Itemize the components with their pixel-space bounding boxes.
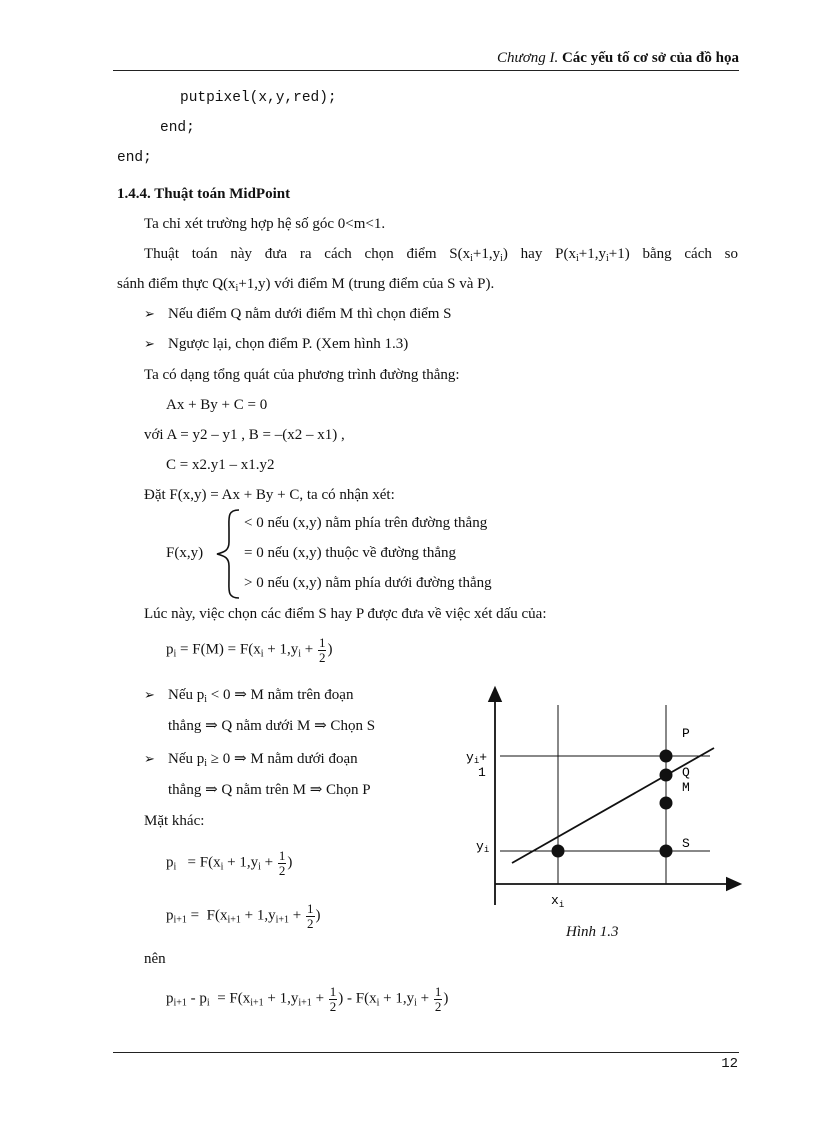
point-left bbox=[552, 845, 565, 858]
figure-1-3 bbox=[460, 685, 745, 925]
arrow-bullet-icon: ➢ bbox=[144, 337, 155, 352]
para-1: Ta chỉ xét trường hợp hệ số góc 0<m<1. bbox=[144, 216, 386, 232]
condition-2-cont: thẳng ⇒ Q nằm trên M ⇒ Chọn P bbox=[168, 782, 371, 798]
para-4: Ta có dạng tổng quát của phương trình đường thẳng: bbox=[144, 367, 460, 383]
header-title: Các yếu tố cơ sở của đồ họa bbox=[561, 50, 739, 66]
label-Q: Q bbox=[682, 765, 690, 780]
page-number: 12 bbox=[721, 1056, 738, 1072]
label-S: S bbox=[682, 836, 690, 851]
curly-brace bbox=[213, 508, 243, 600]
figure-caption: Hình 1.3 bbox=[566, 924, 619, 940]
equation-c: C = x2.y1 – x1.y2 bbox=[166, 457, 275, 473]
formula-pi-2: $p_i = F(x_i + 1,y_i$ + $\frac{1}{2}$ ) bbox=[166, 848, 293, 878]
point-S bbox=[660, 845, 673, 858]
point-P bbox=[660, 750, 673, 763]
condition-1: ➢ Nếu $p_i < 0$ ⇒ M nằm trên đoạn bbox=[144, 687, 354, 705]
para-2-line-2: sánh điểm thực $Q(x_i+1,y)$ với điểm M (trung điểm của S và P). bbox=[117, 276, 495, 294]
case-positive: > 0 nếu (x,y) nằm phía dưới đường thẳng bbox=[244, 575, 492, 591]
label-P: P bbox=[682, 726, 690, 741]
page-header bbox=[497, 50, 739, 67]
equation-coeffs: với A = y2 – y1 , B = –(x2 – x1) , bbox=[144, 427, 345, 443]
footer-rule bbox=[113, 1052, 739, 1053]
mat-khac: Mặt khác: bbox=[144, 813, 205, 829]
header-rule bbox=[113, 70, 739, 71]
fxy-label: F(x,y) bbox=[166, 545, 204, 561]
bullet-1: ➢ Nếu điểm Q nằm dưới điểm M thì chọn điểm S bbox=[144, 306, 452, 322]
label-yi1-one: 1 bbox=[478, 765, 486, 780]
nen: nên bbox=[144, 951, 166, 967]
para-2-line-1: Thuật toán này đưa ra cách chọn điểm $S(x_i+1,y_i)$ hay $P(x_i+1,y_i+1)$ bằng cách so bbox=[144, 246, 738, 264]
label-xi: $x_i$ bbox=[551, 893, 565, 910]
para-5: Đặt F(x,y) = Ax + By + C, ta có nhận xét: bbox=[144, 487, 395, 503]
code-line-2: end; bbox=[160, 120, 195, 136]
section-heading: 1.4.4. Thuật toán MidPoint bbox=[117, 186, 291, 202]
condition-2: ➢ Nếu $p_i \ge 0$ ⇒ M nằm dưới đoạn bbox=[144, 751, 358, 769]
arrow-bullet-icon: ➢ bbox=[144, 307, 155, 322]
header-chapter: Chương I. bbox=[497, 50, 559, 66]
para-6: Lúc này, việc chọn các điểm S hay P được đưa về việc xét dấu của: bbox=[144, 606, 547, 622]
point-M bbox=[660, 797, 673, 810]
arrow-bullet-icon: ➢ bbox=[144, 752, 155, 767]
label-yi: yi bbox=[476, 839, 490, 855]
case-negative: < 0 nếu (x,y) nằm phía trên đường thẳng bbox=[244, 515, 488, 531]
code-line-3: end; bbox=[117, 150, 152, 166]
point-Q bbox=[660, 769, 673, 782]
code-line-1: putpixel(x,y,red); bbox=[180, 90, 337, 106]
equation-line: Ax + By + C = 0 bbox=[166, 397, 268, 413]
arrow-bullet-icon: ➢ bbox=[144, 688, 155, 703]
condition-1-cont: thẳng ⇒ Q nằm dưới M ⇒ Chọn S bbox=[168, 718, 376, 734]
formula-pi: $p_i = F(M) = F(x_i + 1,y_i$ + $\frac{1}{2}$ ) bbox=[166, 635, 333, 665]
label-yi1: yi+ bbox=[466, 750, 488, 766]
label-M: M bbox=[682, 780, 690, 795]
case-zero: = 0 nếu (x,y) thuộc về đường thẳng bbox=[244, 545, 456, 561]
bullet-2: ➢ Ngược lại, chọn điểm P. (Xem hình 1.3) bbox=[144, 336, 409, 352]
formula-difference: $p_{i+1} - p_i = F(x_{i+1} + 1,y_{i+1}$ + $\frac{1}{2}$ ) - $F(x_i + 1,y_i$ + $\frac{1}{2}$ ) bbox=[166, 984, 449, 1014]
formula-pi-plus-1: $p_{i+1} = F(x_{i+1} + 1,y_{i+1}$ + $\frac{1}{2}$ ) bbox=[166, 901, 321, 931]
